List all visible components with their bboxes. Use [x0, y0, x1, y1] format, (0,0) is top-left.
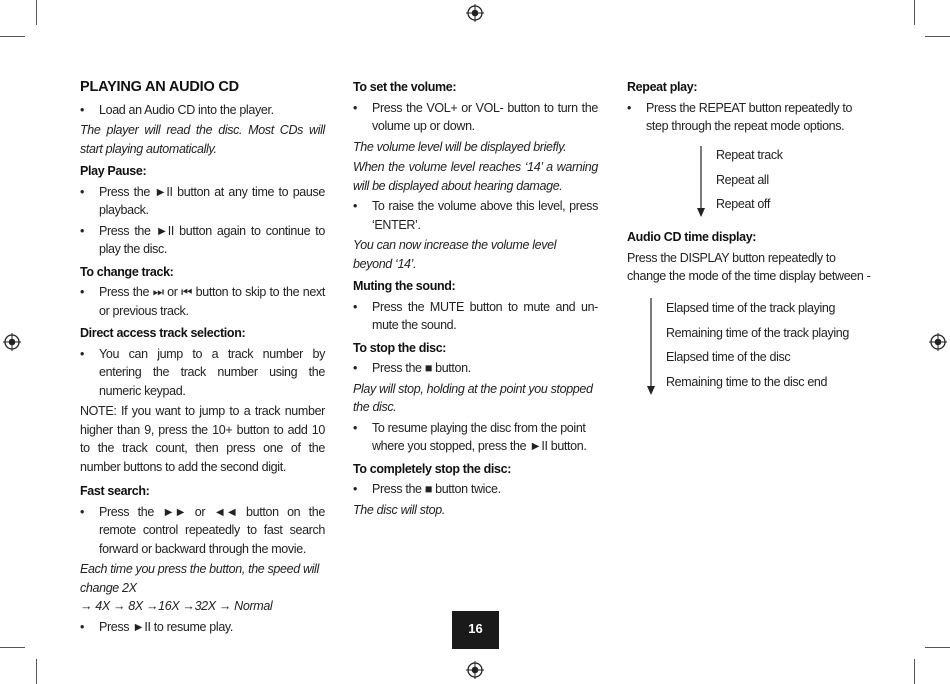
- text: button twice.: [431, 482, 501, 496]
- bullet-list: [353, 419, 598, 456]
- list-item: [353, 359, 598, 378]
- heading-direct-access: Direct access track selection:: [80, 326, 246, 340]
- crop-mark: [0, 647, 25, 648]
- text: button on the remote control repeatedly to fast search forward or backward through the movie.: [99, 504, 325, 556]
- heading-play-pause: Play Pause:: [80, 164, 147, 178]
- text: Press: [99, 619, 133, 634]
- list-item: • Load an Audio CD into the player.: [80, 101, 325, 120]
- arrow-down-icon: [646, 298, 656, 396]
- time-option: Remaining time of the track playing: [666, 325, 849, 340]
- list-item: • You can jump to a track number by entering the track number using the numeric keypad.: [80, 345, 325, 401]
- stop-icon: ■: [424, 482, 432, 496]
- text: Press the: [372, 482, 425, 496]
- note-text: When the volume level reaches ‘14’ a warning will be displayed about hearing damage.: [353, 160, 598, 193]
- repeat-options: [716, 146, 783, 220]
- crop-mark: [914, 0, 915, 25]
- bullet-list: [353, 99, 598, 136]
- note-text: The player will read the disc. Most CDs will start playing automatically.: [80, 123, 325, 156]
- stop-icon: ■: [424, 361, 432, 375]
- body-text: Press the DISPLAY button repeatedly to change the mode of the time display between -: [627, 250, 871, 283]
- text: Press the: [99, 223, 156, 238]
- text: → 4X → 8X →16X →32X → Normal: [80, 599, 273, 613]
- bullet-list: [80, 183, 325, 259]
- list-item: [80, 618, 325, 637]
- bullet-list: [353, 298, 598, 335]
- text: Each time you press the button, the speed will change 2X: [80, 562, 319, 595]
- skip-next-icon: ⏭: [152, 285, 164, 299]
- heading-fast-search: Fast search:: [80, 484, 150, 498]
- crop-mark: [36, 659, 37, 684]
- text: Press the: [99, 285, 153, 299]
- crop-mark: [925, 36, 950, 37]
- text: button to skip to the next or previous track.: [99, 285, 325, 318]
- repeat-option: Repeat all: [716, 172, 769, 187]
- play-pause-icon: ►II: [529, 439, 548, 453]
- list-item: • Press the MUTE button to mute and un-mute the sound.: [353, 298, 598, 335]
- page-number: 16: [452, 611, 499, 649]
- bullet-list: [80, 618, 325, 637]
- skip-previous-icon: ⏮: [181, 285, 193, 299]
- text: button at any time to pause playback.: [99, 184, 326, 217]
- note-text: NOTE: If you want to jump to a track number higher than 9, press the 10+ button to add 10 to the track count, then press one of the number buttons to add the second digit.: [80, 404, 325, 474]
- time-option: Elapsed time of the disc: [666, 350, 791, 365]
- time-display-options: [666, 299, 849, 397]
- play-pause-icon: ►II: [154, 184, 173, 199]
- list-item: • Press the REPEAT button repeatedly to step through the repeat mode options.: [627, 99, 872, 136]
- registration-mark-icon: [466, 4, 484, 22]
- list-item: [80, 222, 325, 259]
- list-item: [80, 183, 325, 220]
- registration-mark-icon: [466, 661, 484, 679]
- heading-repeat: Repeat play:: [627, 80, 698, 94]
- play-pause-icon: ►II: [132, 619, 151, 634]
- text: Press the: [99, 504, 163, 519]
- section-title: PLAYING AN AUDIO CD: [80, 79, 239, 95]
- note-text: You can now increase the volume level beyond ‘14’.: [353, 238, 557, 271]
- play-pause-icon: ►II: [155, 223, 175, 238]
- heading-complete-stop: To completely stop the disc:: [353, 461, 512, 476]
- column-middle: [353, 78, 598, 521]
- bullet-list: [627, 99, 872, 136]
- note-text: [80, 560, 325, 616]
- list-item: [80, 503, 325, 559]
- column-left: [80, 78, 325, 638]
- bullet-list: [80, 345, 325, 401]
- fast-forward-icon: ►►: [162, 504, 187, 519]
- list-item: [80, 283, 325, 320]
- bullet-list: [353, 197, 598, 234]
- heading-stop: To stop the disc:: [353, 340, 447, 355]
- time-option: Elapsed time of the track playing: [666, 301, 836, 315]
- registration-mark-icon: [3, 333, 21, 351]
- heading-mute: Muting the sound:: [353, 279, 456, 293]
- registration-mark-icon: [929, 333, 947, 351]
- text: Press the: [99, 184, 155, 199]
- text: button again to continue to play the disc.: [99, 223, 326, 256]
- heading-volume: To set the volume:: [353, 80, 457, 94]
- text: Press the: [372, 361, 425, 375]
- bullet-list: [80, 503, 325, 559]
- rewind-icon: ◄◄: [213, 504, 238, 519]
- note-text: The volume level will be displayed briefly.: [353, 139, 567, 154]
- list-item: [353, 419, 598, 456]
- bullet-list: [80, 283, 325, 320]
- list-item: [353, 480, 598, 499]
- time-option: Remaining time to the disc end: [666, 374, 828, 389]
- text: button.: [431, 361, 471, 375]
- crop-mark: [914, 659, 915, 684]
- text: or: [163, 285, 182, 299]
- list-item: • Press the VOL+ or VOL- button to turn the volume up or down.: [353, 99, 598, 136]
- crop-mark: [36, 0, 37, 25]
- repeat-option: Repeat off: [716, 197, 770, 212]
- column-right: [627, 78, 872, 138]
- text: button.: [547, 439, 587, 453]
- crop-mark: [925, 647, 950, 648]
- text: or: [186, 504, 214, 519]
- time-display-section: [627, 228, 875, 288]
- text: To resume playing the disc from the point where you stopped, press the: [372, 420, 586, 453]
- bullet-list: [353, 480, 598, 499]
- heading-change-track: To change track:: [80, 264, 174, 279]
- crop-mark: [0, 36, 25, 37]
- repeat-option: Repeat track: [716, 148, 783, 162]
- heading-time-display: Audio CD time display:: [627, 230, 757, 244]
- note-text: Play will stop, holding at the point you stopped the disc.: [353, 381, 593, 414]
- note-text: The disc will stop.: [353, 502, 445, 517]
- bullet-list: [353, 359, 598, 378]
- text: to resume play.: [150, 619, 234, 634]
- bullet-list: [80, 101, 325, 120]
- arrow-down-icon: [696, 146, 706, 218]
- list-item: • To raise the volume above this level, press ‘ENTER’.: [353, 197, 598, 234]
